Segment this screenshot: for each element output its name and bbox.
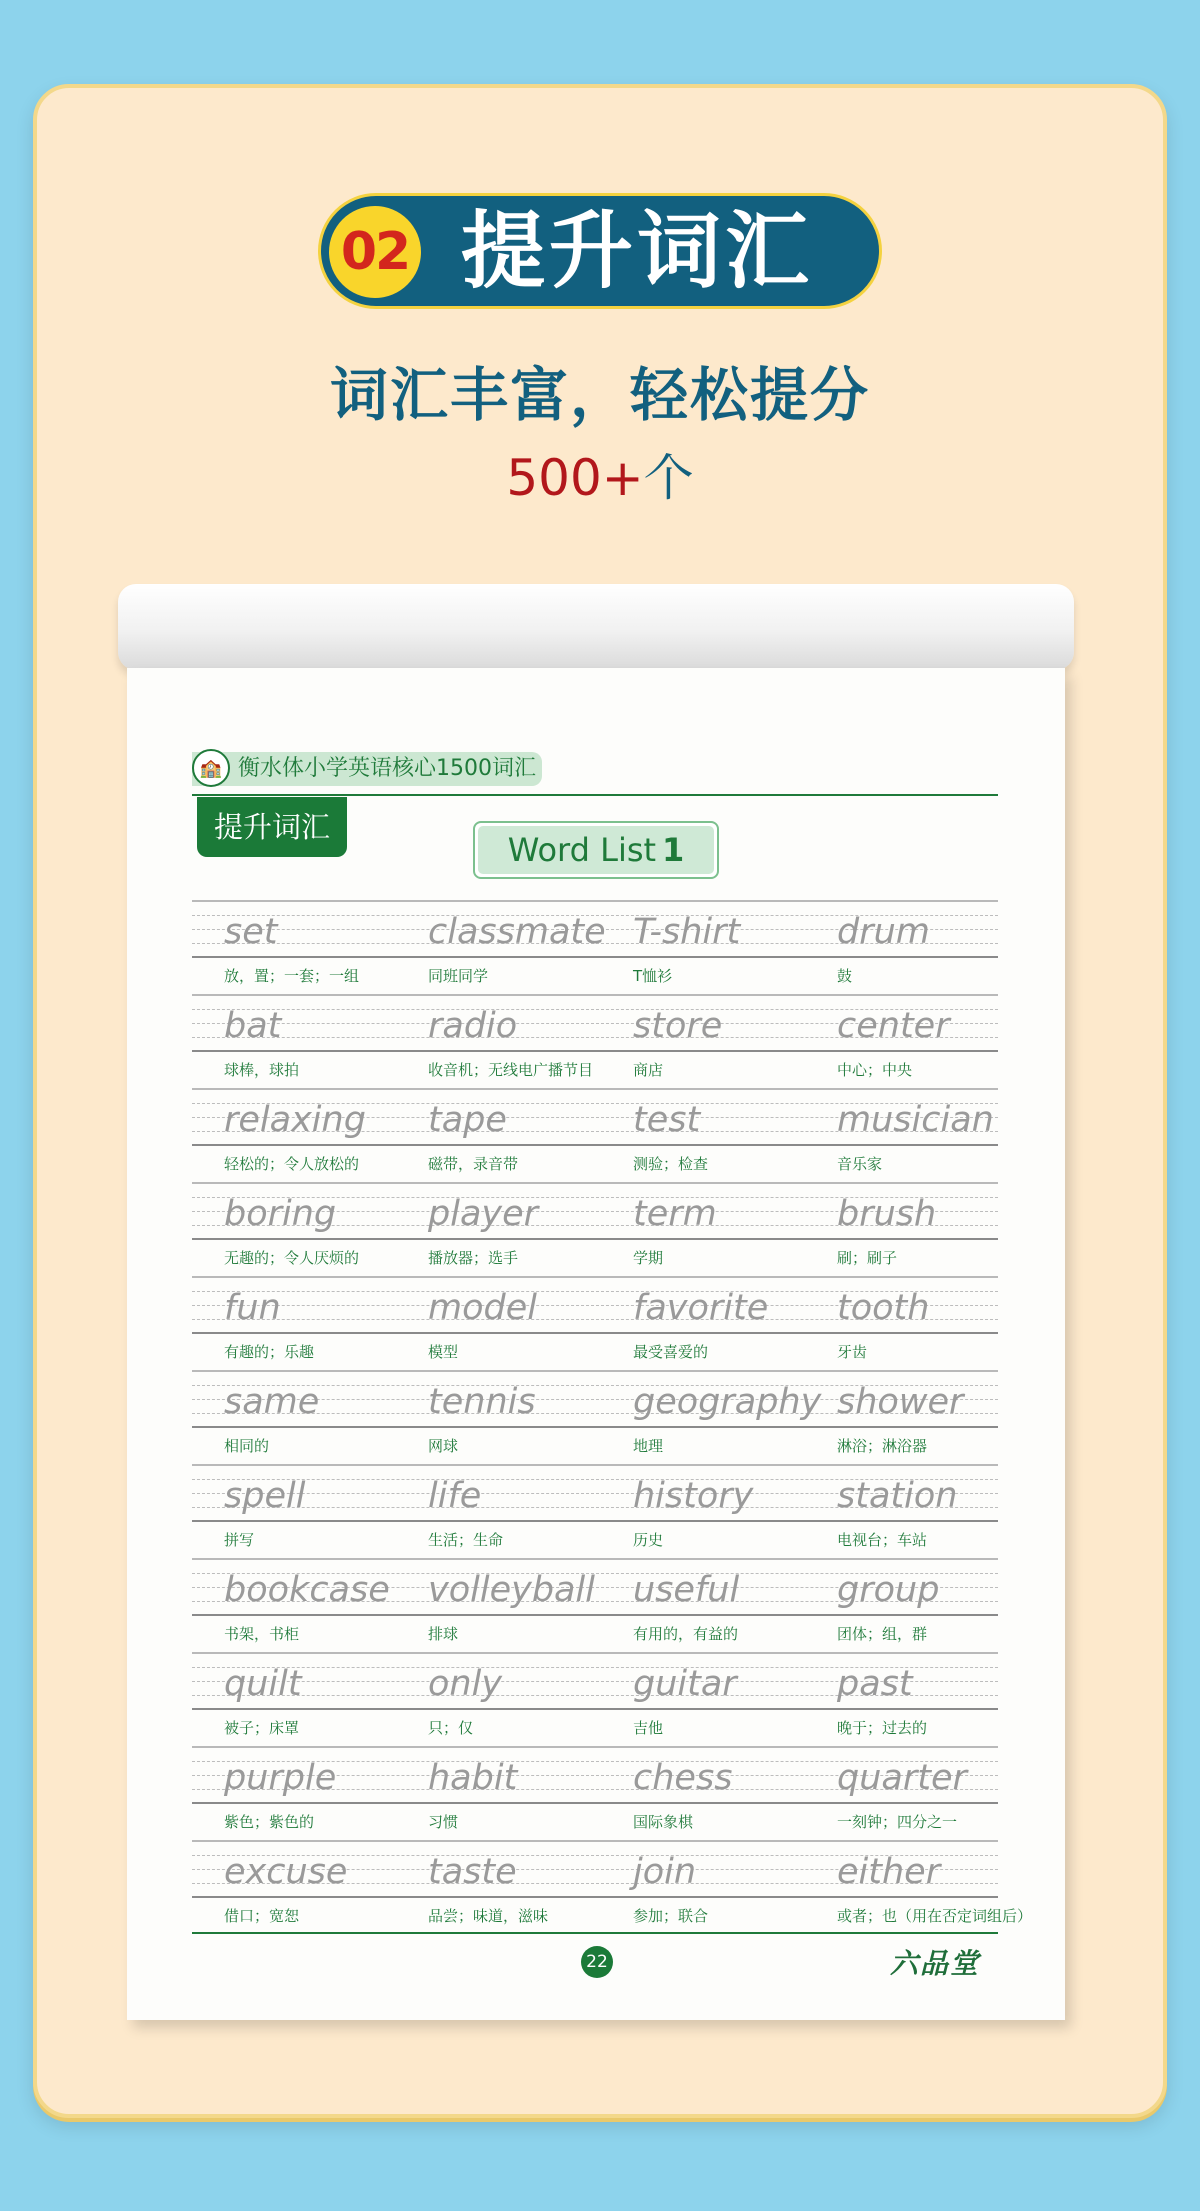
vocab-meaning: T恤衫 bbox=[633, 967, 673, 985]
vocab-meaning: 紫色；紫色的 bbox=[224, 1813, 315, 1831]
vocab-word: relaxing bbox=[224, 1100, 366, 1140]
vocab-meaning: 刷；刷子 bbox=[837, 1249, 898, 1267]
vocab-meaning: 收音机；无线电广播节目 bbox=[428, 1061, 594, 1079]
brand-logo: 六品堂 bbox=[890, 1947, 981, 1980]
vocab-meaning: 吉他 bbox=[633, 1719, 664, 1737]
vocab-meaning: 牙齿 bbox=[837, 1343, 868, 1361]
vocab-word: either bbox=[837, 1852, 941, 1892]
vocab-meaning: 排球 bbox=[428, 1625, 459, 1643]
vocab-word: store bbox=[633, 1006, 723, 1046]
vocab-meaning: 国际象棋 bbox=[633, 1813, 694, 1831]
vocab-word: set bbox=[224, 912, 278, 952]
vocab-word: bookcase bbox=[224, 1570, 390, 1610]
vocab-word: same bbox=[224, 1382, 320, 1422]
vocab-word: excuse bbox=[224, 1852, 348, 1892]
vocab-meaning: 模型 bbox=[428, 1343, 459, 1361]
vocab-meaning: 只；仅 bbox=[428, 1719, 474, 1737]
notebook-roll bbox=[118, 584, 1074, 670]
vocab-row bbox=[192, 994, 998, 1088]
vocab-meaning: 一刻钟；四分之一 bbox=[837, 1813, 958, 1831]
vocab-word: model bbox=[428, 1288, 537, 1328]
word-count bbox=[0, 438, 1200, 510]
vocab-word: guitar bbox=[633, 1664, 737, 1704]
school-logo-icon: 🏫 bbox=[192, 749, 230, 787]
vocab-meaning: 无趣的；令人厌烦的 bbox=[224, 1249, 360, 1267]
vocab-row bbox=[192, 1558, 998, 1652]
vocab-meaning: 拼写 bbox=[224, 1531, 255, 1549]
subtitle: 词汇丰富，轻松提分 bbox=[329, 361, 870, 429]
vocab-meaning: 网球 bbox=[428, 1437, 459, 1455]
vocab-word: center bbox=[837, 1006, 950, 1046]
vocab-word: quarter bbox=[837, 1758, 967, 1798]
vocab-meaning: 地理 bbox=[633, 1437, 664, 1455]
vocab-meaning: 磁带，录音带 bbox=[428, 1155, 519, 1173]
page-header-title: 衡水体小学英语核心1500词汇 bbox=[192, 752, 542, 786]
vocab-meaning: 同班同学 bbox=[428, 967, 489, 985]
vocab-meaning: 相同的 bbox=[224, 1437, 270, 1455]
vocab-meaning: 电视台；车站 bbox=[837, 1531, 928, 1549]
word-list-text: Word List bbox=[507, 831, 657, 869]
vocab-meaning: 商店 bbox=[633, 1061, 664, 1079]
vocab-word: useful bbox=[633, 1570, 740, 1610]
vocab-word: join bbox=[633, 1852, 697, 1892]
vocab-word: chess bbox=[633, 1758, 733, 1798]
vocab-word: geography bbox=[633, 1382, 822, 1422]
vocab-meaning: 借口；宽恕 bbox=[224, 1907, 300, 1925]
word-list-label bbox=[473, 821, 719, 879]
vocab-word: favorite bbox=[633, 1288, 769, 1328]
vocab-word: tape bbox=[428, 1100, 507, 1140]
vocab-word: shower bbox=[837, 1382, 964, 1422]
badge-number: 02 bbox=[329, 206, 421, 298]
vocab-word: boring bbox=[224, 1194, 337, 1234]
vocab-word: station bbox=[837, 1476, 958, 1516]
vocab-word: spell bbox=[224, 1476, 306, 1516]
vocab-meaning: 播放器；选手 bbox=[428, 1249, 519, 1267]
vocab-row bbox=[192, 1464, 998, 1558]
vocab-word: bat bbox=[224, 1006, 282, 1046]
section-tag: 提升词汇 bbox=[197, 797, 347, 857]
word-list-number: 1 bbox=[662, 831, 685, 869]
vocab-meaning: 测验；检查 bbox=[633, 1155, 709, 1173]
vocab-meaning: 音乐家 bbox=[837, 1155, 883, 1173]
vocab-row bbox=[192, 1182, 998, 1276]
vocab-word: group bbox=[837, 1570, 940, 1610]
vocab-row bbox=[192, 900, 998, 994]
vocab-meaning: 被子；床罩 bbox=[224, 1719, 300, 1737]
vocab-meaning: 团体；组，群 bbox=[837, 1625, 928, 1643]
vocab-word: drum bbox=[837, 912, 930, 952]
vocab-word: brush bbox=[837, 1194, 937, 1234]
vocab-meaning: 有趣的；乐趣 bbox=[224, 1343, 315, 1361]
vocab-meaning: 淋浴；淋浴器 bbox=[837, 1437, 928, 1455]
vocab-row bbox=[192, 1370, 998, 1464]
vocab-word: purple bbox=[224, 1758, 337, 1798]
vocab-word: T-shirt bbox=[633, 912, 741, 952]
vocab-meaning: 品尝；味道，滋味 bbox=[428, 1907, 549, 1925]
vocab-meaning: 参加；联合 bbox=[633, 1907, 709, 1925]
vocab-word: player bbox=[428, 1194, 539, 1234]
vocab-word: volleyball bbox=[428, 1570, 595, 1610]
badge-title: 提升词汇 bbox=[461, 202, 814, 300]
vocab-word: term bbox=[633, 1194, 717, 1234]
vocab-word: radio bbox=[428, 1006, 518, 1046]
vocab-word: test bbox=[633, 1100, 701, 1140]
vocab-meaning: 轻松的；令人放松的 bbox=[224, 1155, 360, 1173]
vocab-row bbox=[192, 1276, 998, 1370]
vocab-word: musician bbox=[837, 1100, 994, 1140]
vocab-word: fun bbox=[224, 1288, 281, 1328]
vocab-row bbox=[192, 1088, 998, 1182]
vocab-meaning: 历史 bbox=[633, 1531, 664, 1549]
vocab-meaning: 书架，书柜 bbox=[224, 1625, 300, 1643]
count-unit: 个 bbox=[643, 449, 694, 507]
vocab-meaning: 学期 bbox=[633, 1249, 664, 1267]
vocab-meaning: 中心；中央 bbox=[837, 1061, 913, 1079]
vocab-meaning: 或者；也（用在否定词组后） bbox=[837, 1907, 1033, 1925]
vocab-word: tennis bbox=[428, 1382, 536, 1422]
vocab-meaning: 生活；生命 bbox=[428, 1531, 504, 1549]
vocab-meaning: 最受喜爱的 bbox=[633, 1343, 709, 1361]
vocab-word: past bbox=[837, 1664, 913, 1704]
vocab-meaning: 球棒，球拍 bbox=[224, 1061, 300, 1079]
vocab-word: only bbox=[428, 1664, 503, 1704]
vocab-word: life bbox=[428, 1476, 482, 1516]
section-badge bbox=[318, 193, 882, 309]
vocab-word: tooth bbox=[837, 1288, 930, 1328]
vocab-word: history bbox=[633, 1476, 754, 1516]
vocabulary-grid bbox=[192, 900, 1033, 1934]
vocab-meaning: 晚于；过去的 bbox=[837, 1719, 928, 1737]
vocab-word: taste bbox=[428, 1852, 517, 1892]
vocab-meaning: 放，置；一套；一组 bbox=[224, 967, 360, 985]
vocab-word: habit bbox=[428, 1758, 518, 1798]
vocab-row bbox=[192, 1746, 998, 1840]
vocab-meaning: 鼓 bbox=[837, 967, 853, 985]
footer-divider bbox=[192, 1932, 998, 1934]
vocab-meaning: 习惯 bbox=[428, 1813, 459, 1831]
vocab-word: classmate bbox=[428, 912, 606, 952]
vocab-meaning: 有用的，有益的 bbox=[633, 1625, 739, 1643]
vocab-word: quilt bbox=[224, 1664, 302, 1704]
count-value: 500+ bbox=[506, 449, 644, 507]
vocab-row bbox=[192, 1652, 998, 1746]
vocab-row bbox=[192, 1840, 1033, 1934]
page-number: 22 bbox=[581, 1946, 613, 1978]
header-divider bbox=[192, 794, 998, 796]
